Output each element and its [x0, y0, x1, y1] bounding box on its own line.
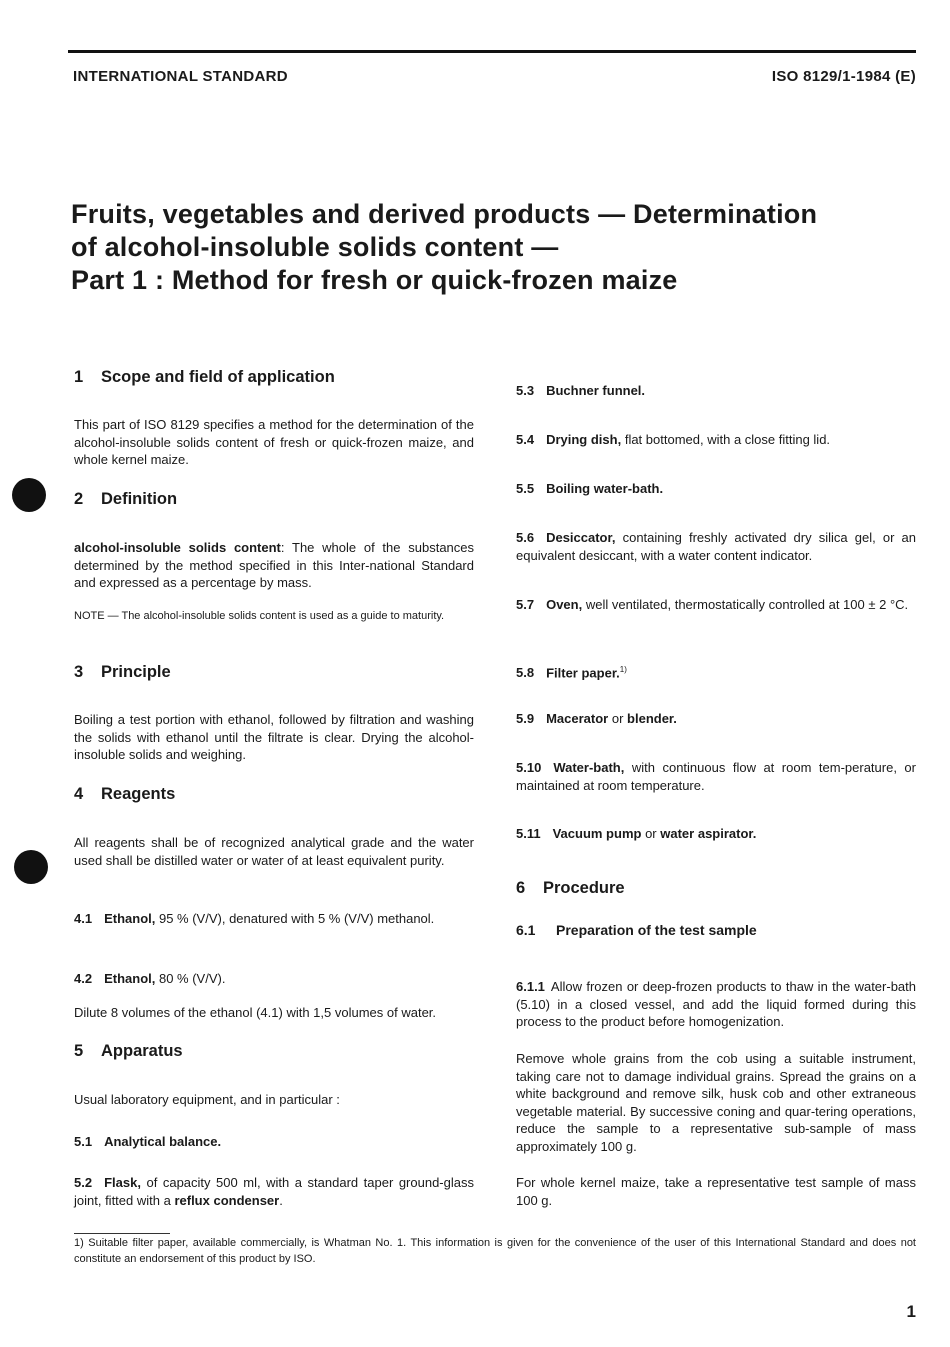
section-6-1-heading: 6.1 Preparation of the test sample [516, 922, 757, 938]
section-2-definition: alcohol-insoluble solids content: The whole of the substances determined by the method specified in this Inter-national Standard and expressed as a percentage by mass. [74, 540, 475, 590]
section-2-heading: 2 Definition [74, 490, 178, 508]
procedure-paragraph-2: Remove whole grains from the cob using a suitable instrument, taking care not to damage individual grains. Spread the grains on a white background and remove silk, husk cob and other extraneous vegetable material. By successive coning and quar-tering operations, reduce the sample to a representative sub-sample of mass approximately 100 g. [516, 1051, 916, 1154]
header-rule [68, 50, 916, 53]
reagent-4-2-dilution: Dilute 8 volumes of the ethanol (4.1) with 1,5 volumes of water. [74, 1005, 437, 1020]
section-5-text: Usual laboratory equipment, and in particular : [74, 1092, 340, 1107]
page-number: 1 [906, 1302, 916, 1321]
apparatus-5-6: 5.6 Desiccator, containing freshly activated dry silica gel, or an equivalent desiccant, with a water content indicator. [516, 530, 916, 563]
standard-type: INTERNATIONAL STANDARD [73, 68, 288, 85]
footnote: 1) Suitable filter paper, available commercially, is Whatman No. 1. This information is given for the convenience of the user of this International Standard and does not constitute an endorsement of this product by ISO. [74, 1237, 916, 1265]
reagent-4-1: 4.1 Ethanol, 95 % (V/V), denatured with 5 % (V/V) methanol. [74, 911, 435, 926]
procedure-paragraph-3: For whole kernel maize, take a representative test sample of mass 100 g. [516, 1175, 916, 1208]
section-5-heading: 5 Apparatus [74, 1042, 183, 1060]
apparatus-5-4: 5.4 Drying dish, flat bottomed, with a close fitting lid. [516, 432, 831, 447]
apparatus-5-11: 5.11 Vacuum pump or water aspirator. [516, 826, 757, 841]
section-3-heading: 3 Principle [74, 663, 171, 681]
section-1-heading: 1 Scope and field of application [74, 368, 335, 386]
apparatus-5-5: 5.5 Boiling water-bath. [516, 481, 664, 496]
apparatus-5-2: 5.2 Flask, of capacity 500 ml, with a standard taper ground-glass joint, fitted with a reflux condenser. [74, 1175, 474, 1208]
procedure-6-1-1: 6.1.1 Allow frozen or deep-frozen products to thaw in the water-bath (5.10) in a closed vessel, and add the liquid formed during this process to the product before homogenization. [516, 979, 916, 1029]
section-1-text: This part of ISO 8129 specifies a method for the determination of the alcohol-insoluble solids content of fresh or quick-frozen maize, and whole kernel maize. [74, 417, 474, 467]
section-3-text: Boiling a test portion with ethanol, followed by filtration and washing the solids with ethanol until the filtrate is clear. Drying the alcohol-insoluble solids and weighing. [74, 712, 474, 762]
title-line-2: of alcohol-insoluble solids content — [71, 232, 559, 262]
apparatus-5-10: 5.10 Water-bath, with continuous flow at room tem-perature, or maintained at room temperature. [516, 760, 916, 793]
change-marker-bullet [14, 850, 48, 884]
title-line-1: Fruits, vegetables and derived products — Determination [71, 199, 818, 229]
document-title [71, 198, 931, 297]
section-4-text: All reagents shall be of recognized analytical grade and the water used shall be distilled water or water of at least equivalent purity. [74, 835, 474, 868]
section-2-note: NOTE — The alcohol-insoluble solids content is used as a guide to maturity. [74, 610, 445, 622]
apparatus-5-7: 5.7 Oven, well ventilated, thermostatically controlled at 100 ± 2 °C. [516, 597, 909, 612]
section-6-heading: 6 Procedure [516, 879, 625, 897]
standard-number: ISO 8129/1-1984 (E) [771, 68, 916, 85]
apparatus-5-8: 5.8 Filter paper.$^{1)}$ [516, 665, 627, 681]
apparatus-5-9: 5.9 Macerator or blender. [516, 711, 677, 726]
section-4-heading: 4 Reagents [74, 785, 176, 803]
title-line-3: Part 1 : Method for fresh or quick-frozen maize [71, 265, 678, 295]
apparatus-5-3: 5.3 Buchner funnel. [516, 383, 646, 398]
footnote-rule [74, 1233, 170, 1234]
apparatus-5-1: 5.1 Analytical balance. [74, 1134, 222, 1149]
reagent-4-2: 4.2 Ethanol, 80 % (V/V). [74, 971, 226, 986]
change-marker-bullet [12, 478, 46, 512]
